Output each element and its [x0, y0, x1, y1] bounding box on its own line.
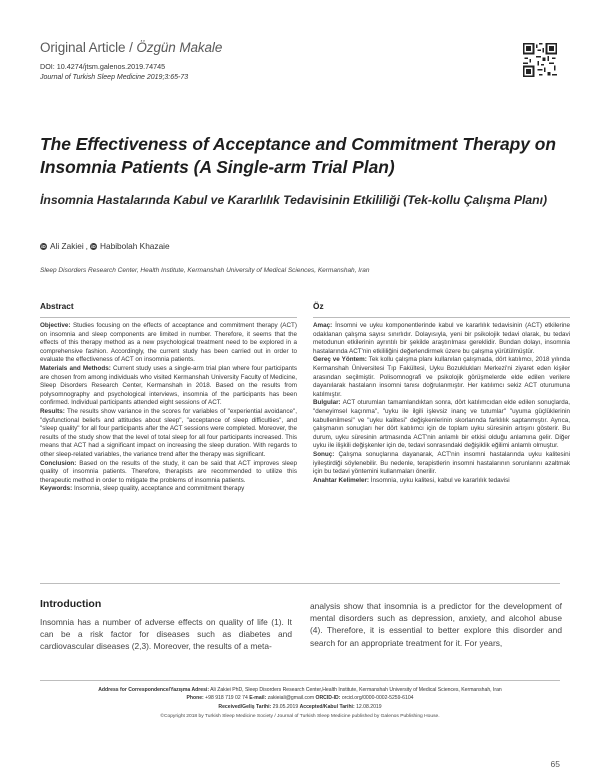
footer-divider [40, 680, 560, 681]
article-type-separator: / [125, 40, 137, 55]
orcid-value[interactable]: orcid.org/0000-0002-5259-6104 [340, 695, 414, 702]
oz-heading: Öz [313, 301, 570, 318]
oz-section [313, 301, 570, 485]
article-type-en: Original Article [40, 40, 126, 55]
section-label: Amaç: [313, 322, 333, 329]
introduction-left-column: Insomnia has a number of adverse effects on quality of life (1). It can be a risk factor for diseases such as diabetes and cardiovascular diseases (2,3). Moreover, the results of a meta- [40, 617, 292, 652]
address-text: Ali Zakiei PhD, Sleep Disorders Research Center,Health Institute, Kermanshah University of Medical Sciences, Kermanshah, Iran [209, 687, 502, 693]
section-text: The results show variance in the scores for variables of "experiential avoidance", "dysfunctional beliefs and attitudes about sleep", "acceptance of sleep difficulties", and "sleep quality" for all four participants after the ACT sessions were completed. Moreover, the results of the study show that the level of total sleep for all four participants increased. This means that ACT had a significant impact on increasing the sleep duration. With regards to other sleep-related variables, the variance trend after the therapy was significant. [40, 407, 297, 458]
received-label: Received/Geliş Tarihi: [218, 703, 272, 710]
copyright-notice: ©Copyright 2018 by Turkish Sleep Medicine Society / Journal of Turkish Sleep Medicine published by Galenos Publishing House. [160, 714, 440, 719]
abstract-conclusion [40, 460, 297, 486]
section-text: İnsomnia, uyku kalitesi, kabul ve kararlılık tedavisi [369, 476, 510, 484]
section-text: Studies focusing on the effects of acceptance and commitment therapy (ACT) on insomnia and sleep components are limited in number. Therefore, it seems that the effects of this therapy method as a new psychological treatment need to be explored in a comprehensive fashion. Accordingly, the current study has been carried out in order to evaluate the effectiveness of ACT on insomnia patients. [40, 322, 297, 364]
orcid-label: ORCID-ID: [315, 695, 341, 702]
section-text: Tek kollu çalışma planı kullanılan çalışmada, dört katılımcı, 2018 yılında Kermanshah Üniversitesi Tıp Fakültesi, Uyku Bozuklukları Merkezi'ni ziyaret eden kişiler arasından seçilmiştir. Polisomnografi ve psikolojik görüşmelerde elde edilen verilere dayanılarak hastaların insomni tanısı doğrulanmıştır. Her katılımcı sekiz ACT oturumuna katılmıştır. [313, 356, 570, 398]
qr-code-icon [523, 43, 557, 77]
oz-bulgular [313, 399, 570, 451]
introduction-right-column: analysis show that insomnia is a predictor for the development of mental disorders such as depression, anxiety, and alcohol abuse (4). Therefore, it is essential to better explore this disorder and search for an appropriate treatment for it. For years, [310, 601, 562, 648]
article-type [40, 40, 480, 55]
accepted-date: 12.08.2019 [354, 703, 382, 710]
page-number: 65 [550, 759, 560, 769]
email-label: E-mail: [249, 695, 267, 702]
correspondence-address [40, 686, 560, 711]
section-label: Gereç ve Yöntem: [313, 356, 367, 364]
author-list [40, 241, 170, 251]
doi[interactable]: DOI: 10.4274/jtsm.galenos.2019.74745 [40, 62, 166, 71]
section-label: Keywords: [40, 485, 73, 493]
section-text: ACT oturumları tamamlandıktan sonra, dört katılımcıdan elde edilen sonuçlarda, "deneyimsel kaçınma", "uyku ile ilgili işlevsiz inanç ve tutumlar" "uyuma güçlüklerinin kabullenilmesi" ve "uyku kalitesi" değişkenlerinin skorlarında farklılık saptanmıştır. Ayrıca, çalışmanın sonuçları her dört katılımcı için de toplam uyku süresinin artışını gösterir. Bu durum, uyku süresinin artmasında ACT'nin anlamlı bir etkisi olduğu anlamına gelir. Diğer uyku ile ilişkili değişkenler için de, tedavi sonrasındaki değişiklik eğilimi anlamlı olmuştur. [313, 399, 570, 450]
author-separator: , [85, 241, 88, 251]
author-name: Ali Zakiei [50, 241, 84, 251]
introduction-heading: Introduction [40, 598, 102, 610]
phone-value: +98 918 719 02 74 [203, 695, 250, 702]
section-label: Anahtar Kelimeler: [313, 476, 369, 484]
section-divider [40, 583, 560, 584]
oz-gerec-yontem [313, 356, 570, 399]
abstract-results [40, 408, 297, 460]
section-label: Conclusion: [40, 459, 77, 467]
section-text: Current study uses a single-arm trial plan where four participants are chosen from among individuals who visited Kermanshah University Faculty of Medicine, Sleep Disorders Research Center, Kermanshah in 2018. Based on the results from polysomnography and psychological interviews, insomnia of the participants has been confirmed. Individual participants attended eight sessions of ACT. [40, 364, 297, 407]
accepted-label: Accepted/Kabul Tarihi: [299, 703, 355, 710]
section-label: Bulgular: [313, 399, 341, 407]
oz-sonuc [313, 451, 570, 477]
author-name: Habibolah Khazaie [99, 241, 170, 251]
phone-label: Phone: [186, 695, 204, 702]
oz-amac [313, 322, 570, 356]
affiliation: Sleep Disorders Research Center, Health Institute, Kermanshah University of Medical Sciences, Kermanshah, Iran [40, 267, 370, 274]
section-label: Objective: [40, 322, 71, 329]
email-value[interactable]: zakieiali@gmail.com [266, 695, 316, 702]
abstract-section [40, 301, 297, 494]
article-title: The Effectiveness of Acceptance and Commitment Therapy on Insomnia Patients (A Single-arm Trial Plan) [40, 134, 557, 177]
oz-body [313, 322, 570, 485]
section-text: Insomnia, sleep quality, acceptance and commitment therapy [72, 485, 245, 493]
abstract-methods [40, 365, 297, 408]
section-label: Materials and Methods: [40, 364, 111, 372]
received-date: 29.05.2019 [271, 703, 300, 710]
orcid-icon[interactable]: iD [41, 243, 46, 249]
abstract-body [40, 322, 297, 494]
abstract-keywords [40, 485, 297, 494]
orcid-icon[interactable]: iD [91, 243, 96, 249]
section-text: Based on the results of the study, it can be said that ACT improves sleep quality of insomnia patients. Therefore, therapists are recommended to utilize this therapeutic method in order to mitigate the problems of insomnia patients. [40, 459, 297, 484]
abstract-objective [40, 322, 297, 365]
section-label: Results: [40, 407, 65, 415]
article-header [40, 40, 480, 81]
address-label: Address for Correspondence/Yazışma Adresi: [98, 687, 210, 693]
journal-reference: Journal of Turkish Sleep Medicine 2019;3:65-73 [40, 74, 189, 81]
section-text: İnsomni ve uyku komponentlerinde kabul ve kararlılık tedavisinin (ACT) etkilerine odaklanan çalışma sayısı sınırlıdır. Dolayısıyla, yeni bir psikolojik tedavi olarak, bu tedavi metodunun etkilerinin ayrıntılı bir şekilde araştırılması gereklidir. Bundan dolayı, insomnia hastalarında ACT'nin etkililiğini değerlendirmek üzere bu çalışma yürütülmüştür. [313, 322, 570, 355]
article-type-tr: Özgün Makale [136, 40, 223, 55]
oz-anahtar-kelimeler [313, 477, 570, 486]
section-text: Çalışma sonuçlarına dayanarak, ACT'nin insomni hastalarında uyku kalitesini iyileştirdiği söylenebilir. Bu nedenle, terapistlerin insomni hastalarının sorunlarını azaltmak için bu tedavi yöntemini kullanmaları önerilir. [313, 450, 570, 476]
section-label: Sonuç: [313, 450, 335, 458]
abstract-heading: Abstract [40, 301, 297, 318]
article-title-turkish: İnsomnia Hastalarında Kabul ve Kararlılık Tedavisinin Etkililiği (Tek-kollu Çalışma Planı) [40, 193, 548, 207]
